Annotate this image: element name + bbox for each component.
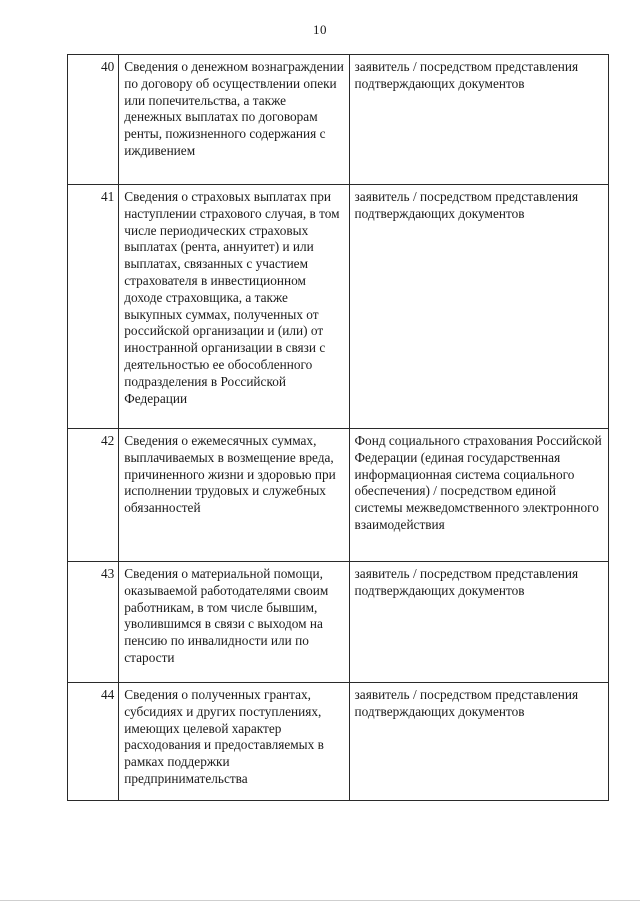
row-number: 42 <box>68 429 119 562</box>
page-number: 10 <box>313 22 327 37</box>
row-source: заявитель / посредством представления подтверждающих документов <box>349 185 608 429</box>
row-source: Фонд социального страхования Российской Федерации (единая государственная информационная система социального обеспечения) / посредством единой системы межведомственного электронного взаимодействия <box>349 429 608 562</box>
row-source: заявитель / посредством представления подтверждающих документов <box>349 683 608 801</box>
table-row <box>68 55 609 185</box>
table-row <box>68 185 609 429</box>
row-number: 43 <box>68 562 119 683</box>
row-description: Сведения о ежемесячных суммах, выплачиваемых в возмещение вреда, причиненного жизни и здоровью при исполнении трудовых и служебных обязанностей <box>119 429 349 562</box>
requirements-table <box>67 54 609 801</box>
row-source: заявитель / посредством представления подтверждающих документов <box>349 562 608 683</box>
row-source: заявитель / посредством представления подтверждающих документов <box>349 55 608 185</box>
row-description: Сведения о материальной помощи, оказываемой работодателями своим работникам, в том числе бывшим, уволившимся в связи с выходом на пенсию по инвалидности или по старости <box>119 562 349 683</box>
row-description: Сведения о полученных грантах, субсидиях и других поступлениях, имеющих целевой характер расходования и предоставляемых в рамках поддержки предпринимательства <box>119 683 349 801</box>
row-number: 44 <box>68 683 119 801</box>
row-number: 41 <box>68 185 119 429</box>
table-row <box>68 562 609 683</box>
row-description: Сведения о страховых выплатах при наступлении страхового случая, в том числе периодических страховых выплатах (рента, аннуитет) и или выплатах, связанных с участием страхователя в инвестиционном доходе страховщика, а также выкупных суммах, полученных от российской организации и (или) от иностранной организации в связи с деятельностью ее обособленного подразделения в Российской Федерации <box>119 185 349 429</box>
table-row <box>68 683 609 801</box>
table-row <box>68 429 609 562</box>
row-number: 40 <box>68 55 119 185</box>
row-description: Сведения о денежном вознаграждении по договору об осуществлении опеки или попечительства, а также денежных выплатах по договорам ренты, пожизненного содержания с иждивением <box>119 55 349 185</box>
page-bottom-divider <box>0 900 640 901</box>
